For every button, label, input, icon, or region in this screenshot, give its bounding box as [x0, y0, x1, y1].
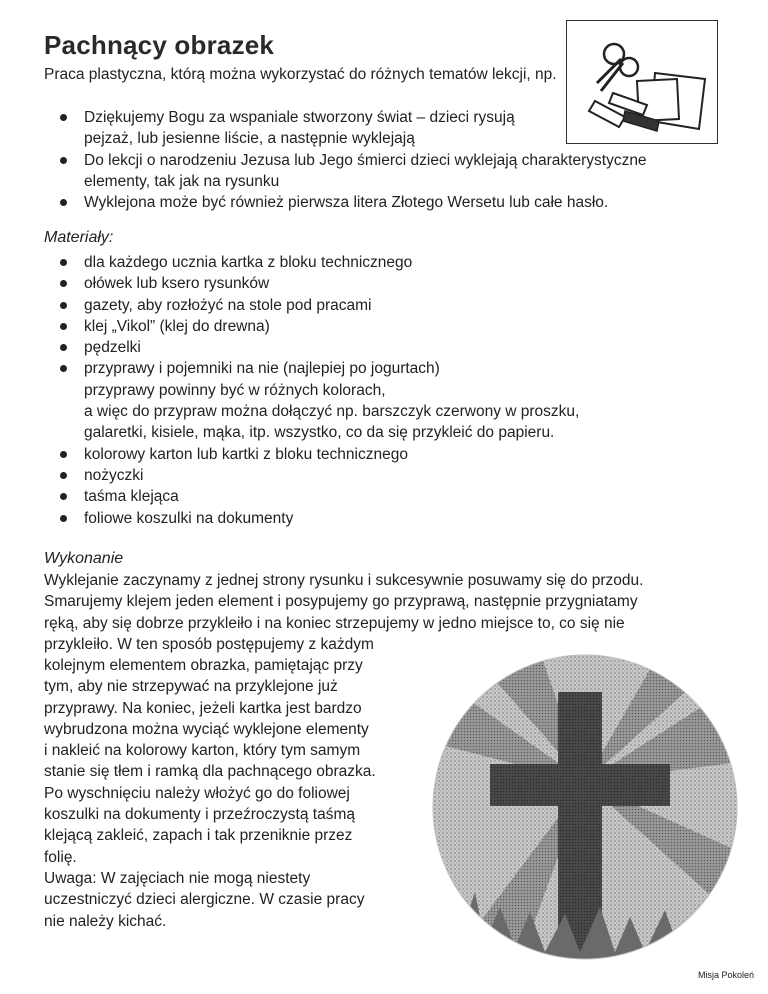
- paragraph-line: przyprawy. Na koniec, jeżeli kartka jest bardzo: [44, 699, 362, 717]
- spices-note-line: przyprawy powinny być w różnych kolorach,: [84, 381, 386, 399]
- paragraph-line: tym, aby nie strzepywać na przyklejone już: [44, 678, 338, 696]
- execution-paragraph: [44, 570, 724, 655]
- list-item: dla każdego ucznia kartka z bloku technicznego: [60, 252, 700, 273]
- warning-line: Uwaga: W zajęciach nie mogą niestety: [44, 869, 311, 887]
- paragraph-line: stanie się tłem i ramką dla pachnącego obrazka.: [44, 763, 376, 781]
- materials-list: [60, 252, 700, 529]
- list-item-label: przyprawy i pojemniki na nie (najlepiej po jogurtach): [84, 360, 440, 378]
- list-item: foliowe koszulki na dokumenty: [60, 508, 700, 529]
- execution-column: [44, 655, 424, 932]
- list-item: pędzelki: [60, 337, 700, 358]
- paragraph-line: koszulki na dokumenty i przeźroczystą taśmą: [44, 806, 355, 824]
- paragraph-line: i nakleić na kolorowy karton, który tym samym: [44, 742, 361, 760]
- paragraph-line: klejącą zakleić, zapach i tak przeniknie przez: [44, 827, 353, 845]
- list-item: gazety, aby rozłożyć na stole pod pracami: [60, 295, 700, 316]
- list-item: kolorowy karton lub kartki z bloku technicznego: [60, 444, 700, 465]
- paragraph-line: kolejnym elementem obrazka, pamiętając przy: [44, 657, 363, 674]
- paragraph-line: wybrudzona można wyciąć wyklejone elementy: [44, 720, 369, 738]
- paragraph-line: Smarujemy klejem jeden element i posypujemy go przyprawą, następnie przygniatamy: [44, 593, 638, 611]
- paragraph-line: Wyklejanie zaczynamy z jednej strony rysunku i sukcesywnie posuwamy się do przodu.: [44, 572, 644, 589]
- cross-mosaic-image: [430, 652, 740, 962]
- list-item: taśma klejąca: [60, 486, 700, 507]
- footer-credit: Misja Pokoleń: [697, 970, 754, 980]
- list-item: Dziękujemy Bogu za wspaniale stworzony świat – dzieci rysują pejzaż, lub jesienne liście, a następnie wyklejają: [60, 107, 534, 150]
- intro-bullet-list: [60, 107, 710, 213]
- paragraph-line: ręką, aby się dobrze przykleiło i na koniec strzepujemy w jedno miejsce to, co się nie: [44, 614, 625, 632]
- page-title: Pachnący obrazek: [44, 30, 275, 60]
- list-item: Wyklejona może być również pierwsza litera Złotego Wersetu lub całe hasło.: [60, 192, 710, 213]
- spices-note-line: galaretki, kisiele, mąka, itp. wszystko, co da się przykleić do papieru.: [84, 424, 555, 442]
- list-item: Do lekcji o narodzeniu Jezusa lub Jego śmierci dzieci wyklejają charakterystyczne elementy, tak jak na rysunku: [60, 150, 710, 193]
- intro-text: Praca plastyczna, którą można wykorzystać do różnych tematów lekcji, np.: [44, 66, 557, 83]
- list-item: [60, 358, 700, 443]
- warning-line: nie należy kichać.: [44, 912, 167, 930]
- materials-heading: Materiały:: [44, 229, 114, 246]
- list-item: ołówek lub ksero rysunków: [60, 273, 700, 294]
- paragraph-line: Po wyschnięciu należy włożyć go do foliowej: [44, 784, 350, 802]
- execution-heading: Wykonanie: [44, 550, 124, 567]
- paragraph-line: przykleiło. W ten sposób postępujemy z każdym: [44, 635, 374, 653]
- spices-note-line: a więc do przypraw można dołączyć np. barszczyk czerwony w proszku,: [84, 403, 580, 421]
- cross-mosaic-image: [430, 652, 740, 962]
- paragraph-line: folię.: [44, 848, 77, 866]
- list-item: klej „Vikol” (klej do drewna): [60, 316, 700, 337]
- list-item: nożyczki: [60, 465, 700, 486]
- warning-line: uczestniczyć dzieci alergiczne. W czasie pracy: [44, 891, 365, 909]
